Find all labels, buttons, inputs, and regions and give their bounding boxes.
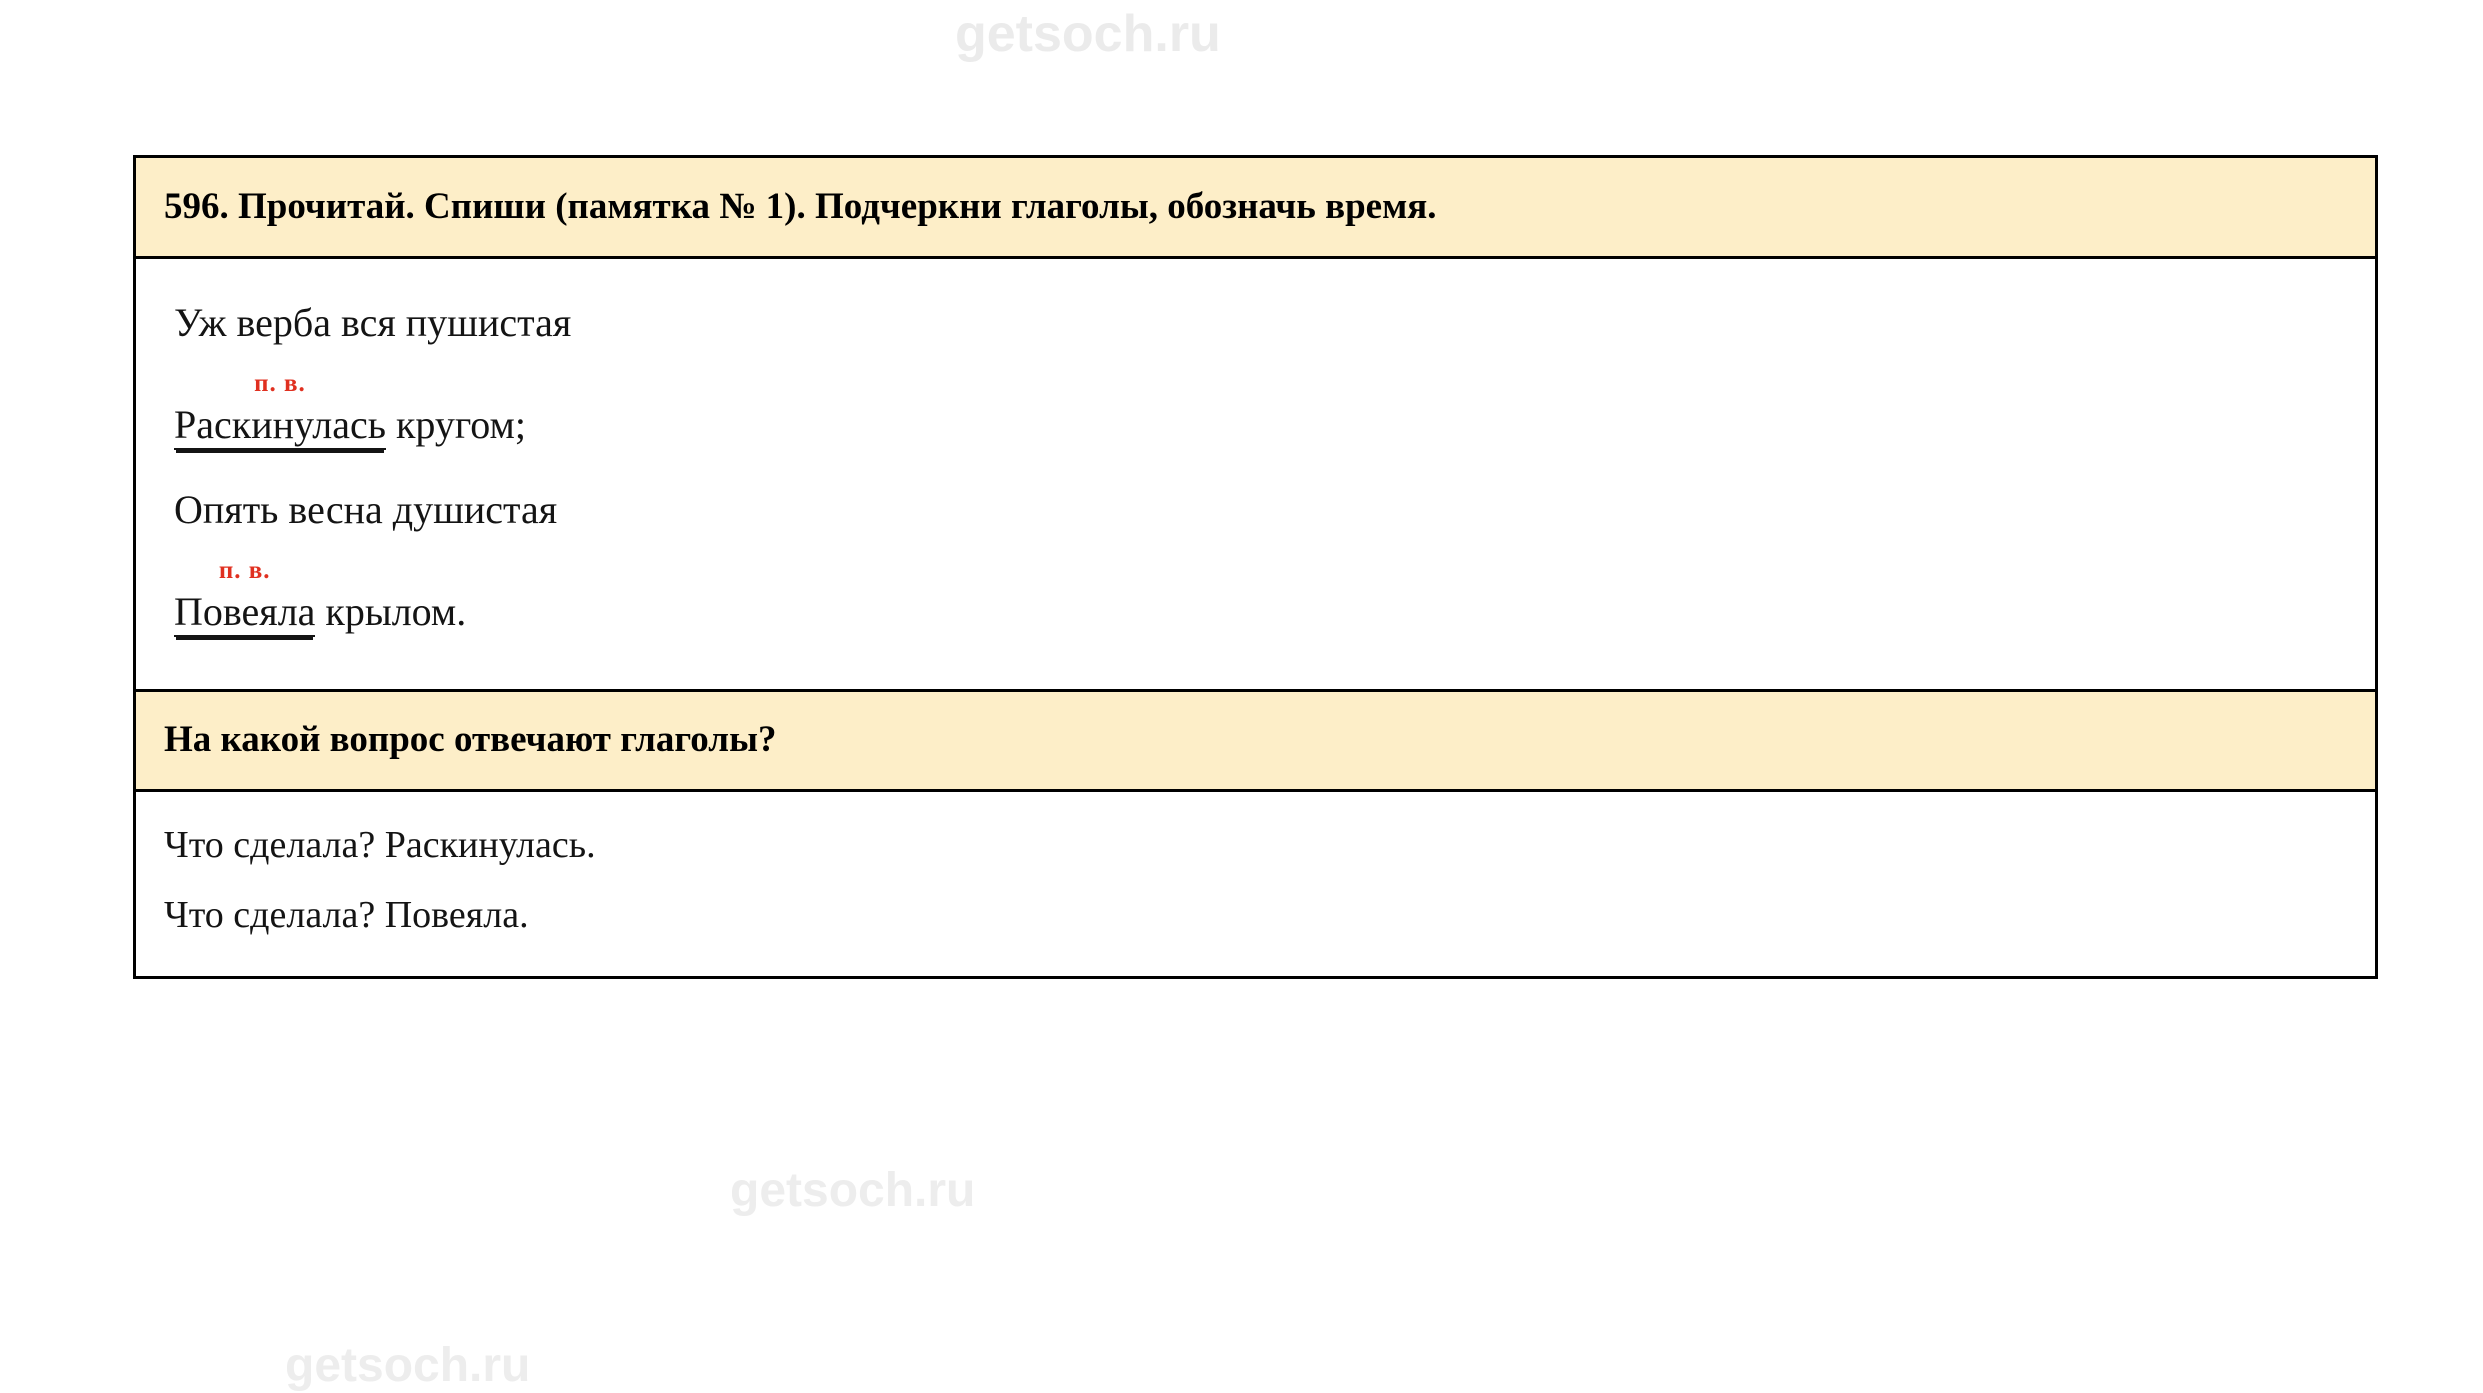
verb-raskinulas (174, 370, 386, 450)
watermark-answers: getsoch.ru (730, 1164, 976, 1217)
answers-body (136, 792, 2375, 976)
poem-spacer-1 (174, 343, 2347, 405)
poem-line-2-rest: кругом; (385, 402, 526, 448)
exercise-card (133, 155, 2378, 979)
tense-mark-past-2: п. в. (218, 557, 271, 585)
watermark-bottom: getsoch.ru (285, 1339, 531, 1392)
poem-line-4-rest: крылом. (315, 589, 467, 635)
poem-body (136, 259, 2375, 692)
verb-poveyala-text: Повеяла (174, 589, 316, 635)
answer-line-2: Что сделала? Повеяла. (164, 894, 529, 937)
verb-poveyala (174, 557, 316, 637)
question-band (136, 692, 2375, 792)
exercise-heading-band (136, 158, 2375, 259)
poem (174, 300, 2347, 637)
poem-line-2 (174, 370, 2347, 450)
tense-mark-past-1: п. в. (254, 370, 306, 398)
poem-line-1: Уж верба вся пушистая (174, 300, 572, 346)
poem-spacer-2 (174, 450, 2347, 490)
exercise-heading: 596. Прочитай. Спиши (памятка № 1). Подчеркни глаголы, обозначь время. (164, 186, 1437, 227)
answer-gap (164, 864, 2347, 896)
watermark-top: getsoch.ru (955, 5, 1221, 63)
answer-line-1: Что сделала? Раскинулась. (164, 824, 596, 867)
poem-line-4 (174, 557, 2347, 637)
verb-raskinulas-text: Раскинулась (174, 402, 386, 448)
question-text: На какой вопрос отвечают глаголы? (164, 719, 777, 761)
poem-spacer-3 (174, 530, 2347, 592)
poem-line-3: Опять весна душистая (174, 487, 558, 533)
